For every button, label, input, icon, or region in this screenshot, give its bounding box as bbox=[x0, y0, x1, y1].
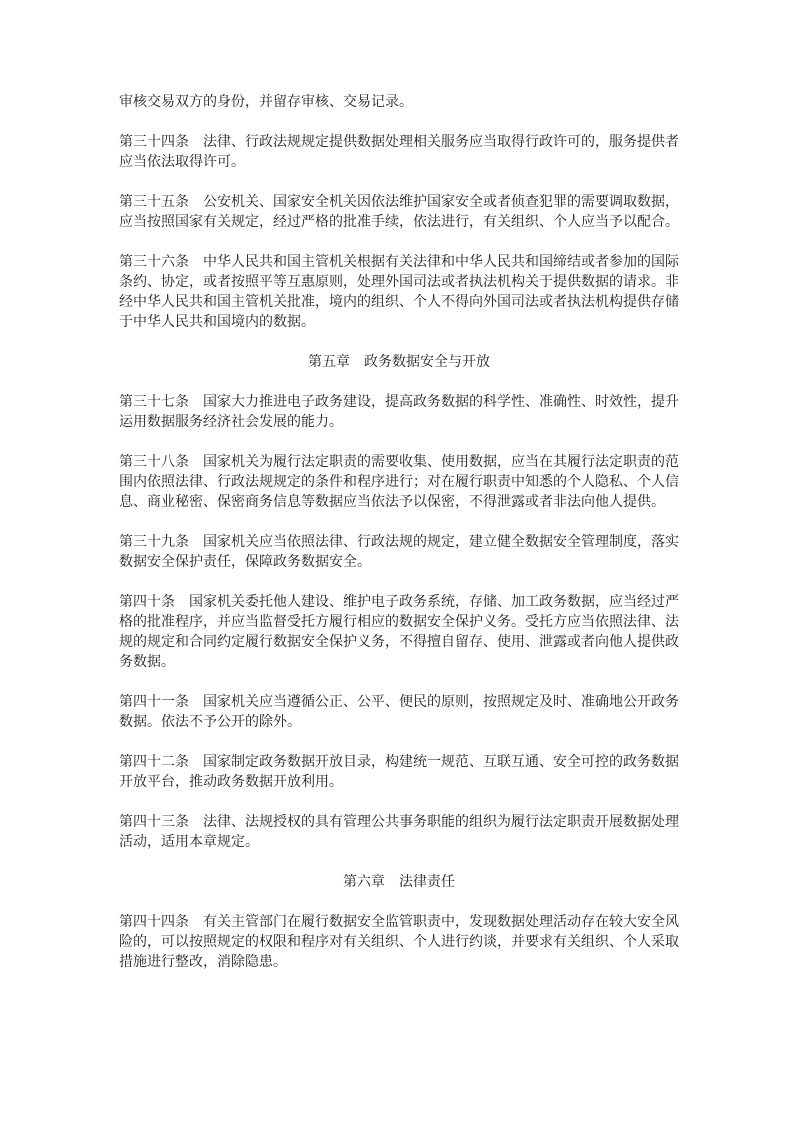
article-paragraph: 第四十三条 法律、法规授权的具有管理公共事务职能的组织为履行法定职责开展数据处理活动，适用本章规定。 bbox=[119, 815, 679, 850]
article-paragraph: 第三十四条 法律、行政法规规定提供数据处理相关服务应当取得行政许可的，服务提供者应当依法取得许可。 bbox=[119, 135, 679, 170]
article-paragraph: 第三十五条 公安机关、国家安全机关因依法维护国家安全或者侦查犯罪的需要调取数据，应当按照国家有关规定，经过严格的批准手续，依法进行，有关组织、个人应当予以配合。 bbox=[119, 195, 679, 230]
chapter-heading: 第六章 法律责任 bbox=[343, 875, 455, 890]
article-paragraph: 审核交易双方的身份，并留存审核、交易记录。 bbox=[119, 95, 413, 110]
article-paragraph: 第四十一条 国家机关应当遵循公正、公平、便民的原则，按照规定及时、准确地公开政务数据。依法不予公开的除外。 bbox=[119, 695, 679, 730]
article-paragraph: 第四十四条 有关主管部门在履行数据安全监管职责中，发现数据处理活动存在较大安全风险的，可以按照规定的权限和程序对有关组织、个人进行约谈，并要求有关组织、个人采取措施进行整改，消除隐患。 bbox=[119, 915, 679, 970]
article-paragraph: 第四十条 国家机关委托他人建设、维护电子政务系统，存储、加工政务数据，应当经过严格的批准程序，并应当监督受托方履行相应的数据安全保护义务。受托方应当依照法律、法规的规定和合同约定履行数据安全保护义务，不得擅自留存、使用、泄露或者向他人提供政务数据。 bbox=[119, 595, 679, 670]
article-paragraph: 第四十二条 国家制定政务数据开放目录，构建统一规范、互联互通、安全可控的政务数据开放平台，推动政务数据开放利用。 bbox=[119, 755, 679, 790]
article-paragraph: 第三十七条 国家大力推进电子政务建设，提高政务数据的科学性、准确性、时效性，提升运用数据服务经济社会发展的能力。 bbox=[119, 395, 679, 430]
chapter-heading: 第五章 政务数据安全与开放 bbox=[308, 355, 490, 370]
article-paragraph: 第三十九条 国家机关应当依照法律、行政法规的规定，建立健全数据安全管理制度，落实数据安全保护责任，保障政务数据安全。 bbox=[119, 535, 679, 570]
article-paragraph: 第三十六条 中华人民共和国主管机关根据有关法律和中华人民共和国缔结或者参加的国际条约、协定，或者按照平等互惠原则，处理外国司法或者执法机构关于提供数据的请求。非经中华人民共和国主管机关批准，境内的组织、个人不得向外国司法或者执法机构提供存储于中华人民共和国境内的数据。 bbox=[119, 255, 679, 330]
article-paragraph: 第三十八条 国家机关为履行法定职责的需要收集、使用数据，应当在其履行法定职责的范围内依照法律、行政法规规定的条件和程序进行；对在履行职责中知悉的个人隐私、个人信息、商业秘密、保密商务信息等数据应当依法予以保密，不得泄露或者非法向他人提供。 bbox=[119, 455, 679, 510]
document-content bbox=[119, 93, 679, 973]
